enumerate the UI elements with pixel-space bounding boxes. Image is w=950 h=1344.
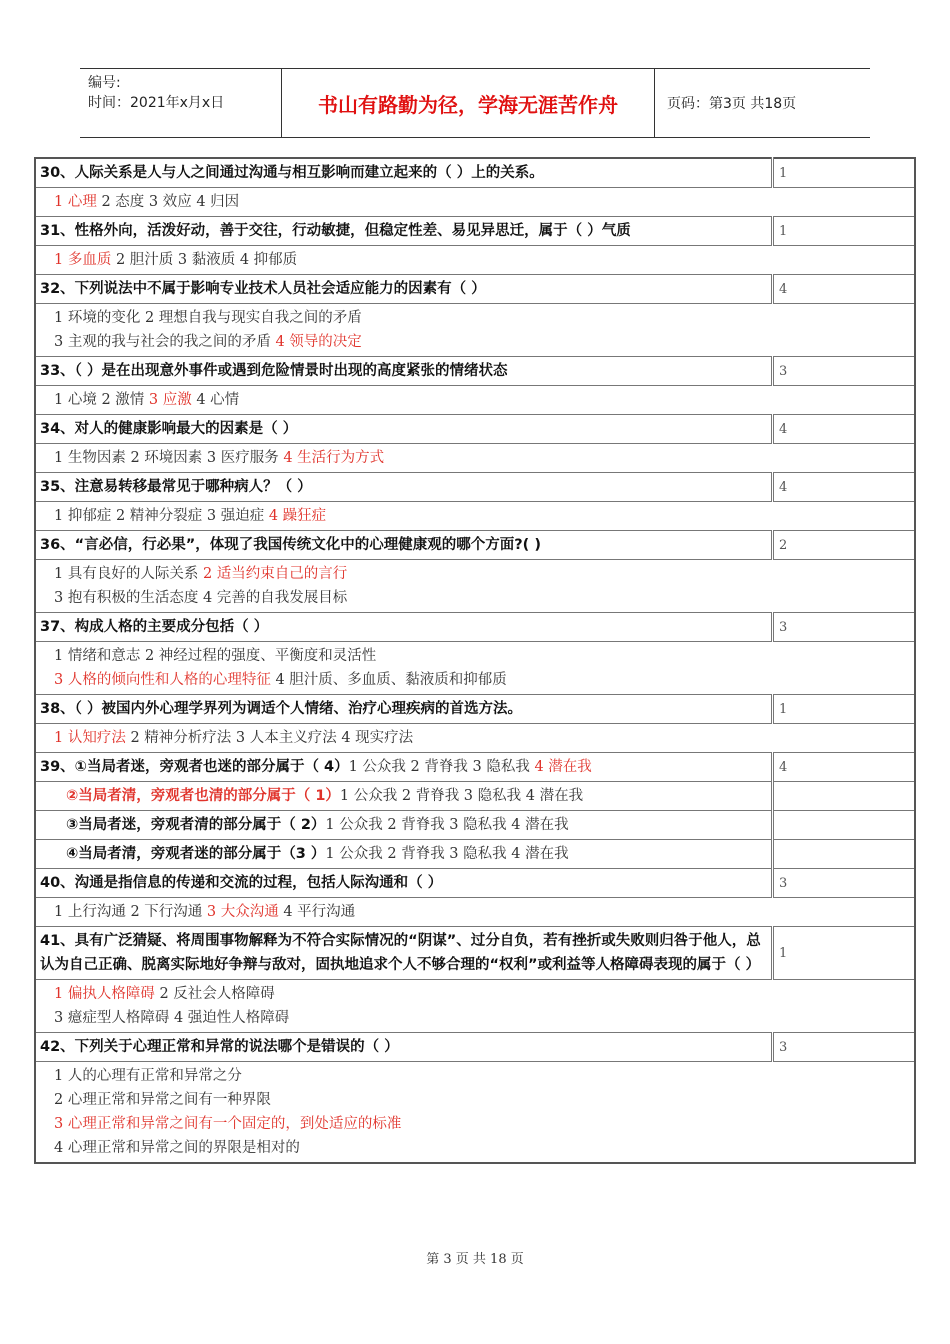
question-row bbox=[35, 695, 915, 724]
question-part: ②当局者清，旁观者也清的部分属于（ 1） bbox=[66, 788, 340, 804]
correct-option: 4 潜在我 bbox=[534, 759, 592, 775]
option-line bbox=[54, 446, 910, 470]
question-part: 1 公众我 2 背脊我 3 隐私我 4 潜在我 bbox=[325, 846, 569, 862]
question-part: 1 公众我 2 背脊我 3 隐私我 bbox=[348, 759, 535, 775]
options-row bbox=[35, 724, 915, 753]
options-row bbox=[35, 386, 915, 415]
options-cell bbox=[35, 1062, 915, 1164]
question-text: 33、（ ）是在出现意外事件或遇到危险情景时出现的高度紧张的情绪状态 bbox=[35, 357, 773, 386]
option-text: 2 胆汁质 3 黏液质 4 抑郁质 bbox=[111, 252, 298, 268]
question-part: ④当局者清，旁观者迷的部分属于（3 ） bbox=[66, 846, 326, 862]
correct-option: 4 领导的决定 bbox=[275, 334, 362, 350]
option-text: 1 情绪和意志 2 神经过程的强度、平衡度和灵活性 bbox=[54, 648, 377, 664]
question-text: 35、注意易转移最常见于哪种病人？（ ） bbox=[35, 473, 773, 502]
option-text: 3 癔症型人格障碍 4 强迫性人格障碍 bbox=[54, 1010, 290, 1026]
answer-cell: 4 bbox=[773, 753, 916, 782]
question-text: 34、对人的健康影响最大的因素是（ ） bbox=[35, 415, 773, 444]
question-part: 1 公众我 2 背脊我 3 隐私我 4 潜在我 bbox=[325, 817, 569, 833]
options-row bbox=[35, 980, 915, 1033]
options-row bbox=[35, 560, 915, 613]
question-text: 38、（ ）被国内外心理学界列为调适个人情绪、治疗心理疾病的首选方法。 bbox=[35, 695, 773, 724]
options-row bbox=[35, 1062, 915, 1164]
option-line bbox=[54, 586, 910, 610]
page-footer: 第 3 页 共 18 页 bbox=[426, 1252, 524, 1267]
options-cell bbox=[35, 898, 915, 927]
option-line bbox=[54, 504, 910, 528]
correct-option: 4 躁狂症 bbox=[268, 508, 327, 524]
date-label: 时间：2021年x月x日 bbox=[88, 95, 225, 111]
options-cell bbox=[35, 560, 915, 613]
option-text: 4 心情 bbox=[191, 392, 240, 408]
options-cell bbox=[35, 386, 915, 415]
question-text: 36、“言必信，行必果”，体现了我国传统文化中的心理健康观的哪个方面?( ) bbox=[35, 531, 773, 560]
number-label: 编号: bbox=[88, 75, 121, 91]
options-cell bbox=[35, 246, 915, 275]
answer-cell: 3 bbox=[773, 357, 916, 386]
answer-cell: 1 bbox=[773, 695, 916, 724]
question-row bbox=[35, 927, 915, 980]
question-row bbox=[35, 1033, 915, 1062]
question-text: 40、沟通是指信息的传递和交流的过程，包括人际沟通和（ ） bbox=[35, 869, 773, 898]
question-row bbox=[35, 531, 915, 560]
option-text: 1 人的心理有正常和异常之分 bbox=[54, 1068, 242, 1084]
answer-cell: 4 bbox=[773, 473, 916, 502]
header-page-label: 页码：第3页 共18页 bbox=[667, 96, 797, 112]
option-line bbox=[54, 248, 910, 272]
answer-cell bbox=[773, 840, 916, 869]
option-text: 2 精神分析疗法 3 人本主义疗法 4 现实疗法 bbox=[125, 730, 414, 746]
options-row bbox=[35, 898, 915, 927]
option-text: 3 抱有积极的生活态度 4 完善的自我发展目标 bbox=[54, 590, 348, 606]
option-line bbox=[54, 982, 910, 1006]
option-text: 1 上行沟通 2 下行沟通 bbox=[54, 904, 207, 920]
options-cell bbox=[35, 724, 915, 753]
answer-cell: 1 bbox=[773, 217, 916, 246]
question-text bbox=[35, 753, 773, 782]
option-text: 4 胆汁质、多血质、黏液质和抑郁质 bbox=[270, 672, 507, 688]
answer-cell: 1 bbox=[773, 158, 916, 188]
option-line bbox=[54, 562, 910, 586]
header-meta bbox=[80, 69, 282, 137]
option-text: 2 态度 3 效应 4 归因 bbox=[96, 194, 240, 210]
question-text bbox=[35, 782, 773, 811]
option-line bbox=[54, 726, 910, 750]
options-cell bbox=[35, 502, 915, 531]
option-text: 1 生物因素 2 环境因素 3 医疗服务 bbox=[54, 450, 284, 466]
answer-cell: 4 bbox=[773, 275, 916, 304]
question-row bbox=[35, 753, 915, 782]
option-line bbox=[54, 306, 910, 330]
answer-cell: 1 bbox=[773, 927, 916, 980]
question-row bbox=[35, 217, 915, 246]
options-row bbox=[35, 188, 915, 217]
question-part: 1 公众我 2 背脊我 3 隐私我 4 潜在我 bbox=[339, 788, 584, 804]
options-cell bbox=[35, 304, 915, 357]
question-row bbox=[35, 275, 915, 304]
question-row bbox=[35, 415, 915, 444]
option-line bbox=[54, 1006, 910, 1030]
option-text: 1 具有良好的人际关系 bbox=[54, 566, 203, 582]
options-cell bbox=[35, 642, 915, 695]
correct-option: 1 偏执人格障碍 bbox=[54, 986, 155, 1002]
answer-cell: 4 bbox=[773, 415, 916, 444]
correct-option: 4 生活行为方式 bbox=[283, 450, 385, 466]
correct-option: 1 心理 bbox=[54, 194, 97, 210]
question-text bbox=[35, 840, 773, 869]
correct-option: 1 认知疗法 bbox=[54, 730, 126, 746]
question-row bbox=[35, 473, 915, 502]
answer-cell bbox=[773, 782, 916, 811]
question-text: 32、下列说法中不属于影响专业技术人员社会适应能力的因素有（ ） bbox=[35, 275, 773, 304]
correct-option: 1 多血质 bbox=[54, 252, 112, 268]
question-row bbox=[35, 613, 915, 642]
page-header bbox=[80, 68, 870, 138]
option-line bbox=[54, 1136, 910, 1160]
question-part: ③当局者迷，旁观者清的部分属于（ 2） bbox=[66, 817, 326, 833]
question-text: 30、人际关系是人与人之间通过沟通与相互影响而建立起来的（ ）上的关系。 bbox=[35, 158, 773, 188]
option-line bbox=[54, 1112, 910, 1136]
option-text: 2 反社会人格障碍 bbox=[154, 986, 275, 1002]
question-row bbox=[35, 869, 915, 898]
option-text: 2 心理正常和异常之间有一种界限 bbox=[54, 1092, 271, 1108]
correct-option: 3 大众沟通 bbox=[206, 904, 279, 920]
question-row bbox=[35, 811, 915, 840]
option-text: 4 心理正常和异常之间的界限是相对的 bbox=[54, 1140, 300, 1156]
answer-cell bbox=[773, 811, 916, 840]
option-line bbox=[54, 330, 910, 354]
question-text bbox=[35, 811, 773, 840]
options-row bbox=[35, 246, 915, 275]
option-text: 1 抑郁症 2 精神分裂症 3 强迫症 bbox=[54, 508, 269, 524]
option-line bbox=[54, 644, 910, 668]
question-row bbox=[35, 840, 915, 869]
answer-cell: 2 bbox=[773, 531, 916, 560]
question-text: 41、具有广泛猜疑、将周围事物解释为不符合实际情况的“阴谋”、过分自负，若有挫折或失败则归咎于他人，总认为自己正确、脱离实际地好争辩与敌对，固执地追求个人不够合理的“权利”或利益等人格障碍表现的属于（ ） bbox=[35, 927, 773, 980]
question-part: 39、①当局者迷，旁观者也迷的部分属于（ 4） bbox=[40, 759, 349, 775]
correct-option: 3 人格的倾向性和人格的心理特征 bbox=[54, 672, 271, 688]
option-line bbox=[54, 900, 910, 924]
answer-cell: 3 bbox=[773, 869, 916, 898]
options-cell bbox=[35, 980, 915, 1033]
option-text: 1 环境的变化 2 理想自我与现实自我之间的矛盾 bbox=[54, 310, 362, 326]
option-line bbox=[54, 190, 910, 214]
option-line bbox=[54, 1064, 910, 1088]
options-row bbox=[35, 502, 915, 531]
question-row bbox=[35, 158, 915, 188]
option-text: 4 平行沟通 bbox=[278, 904, 356, 920]
options-row bbox=[35, 304, 915, 357]
option-line bbox=[54, 668, 910, 692]
question-row bbox=[35, 782, 915, 811]
options-row bbox=[35, 642, 915, 695]
question-table bbox=[34, 157, 916, 1164]
answer-cell: 3 bbox=[773, 613, 916, 642]
correct-option: 2 适当约束自己的言行 bbox=[202, 566, 348, 582]
question-row bbox=[35, 357, 915, 386]
option-text: 3 主观的我与社会的我之间的矛盾 bbox=[54, 334, 276, 350]
correct-option: 3 心理正常和异常之间有一个固定的，到处适应的标准 bbox=[54, 1116, 402, 1132]
question-text: 31、性格外向，活泼好动，善于交往，行动敏捷，但稳定性差、易见异思迁，属于（ ）气质 bbox=[35, 217, 773, 246]
answer-cell: 3 bbox=[773, 1033, 916, 1062]
option-line bbox=[54, 388, 910, 412]
option-text: 1 心境 2 激情 bbox=[54, 392, 149, 408]
options-row bbox=[35, 444, 915, 473]
options-cell bbox=[35, 188, 915, 217]
options-cell bbox=[35, 444, 915, 473]
question-text: 37、构成人格的主要成分包括（ ） bbox=[35, 613, 773, 642]
header-motto: 书山有路勤为径，学海无涯苦作舟 bbox=[282, 69, 655, 137]
question-text: 42、下列关于心理正常和异常的说法哪个是错误的（ ） bbox=[35, 1033, 773, 1062]
correct-option: 3 应激 bbox=[148, 392, 192, 408]
option-line bbox=[54, 1088, 910, 1112]
